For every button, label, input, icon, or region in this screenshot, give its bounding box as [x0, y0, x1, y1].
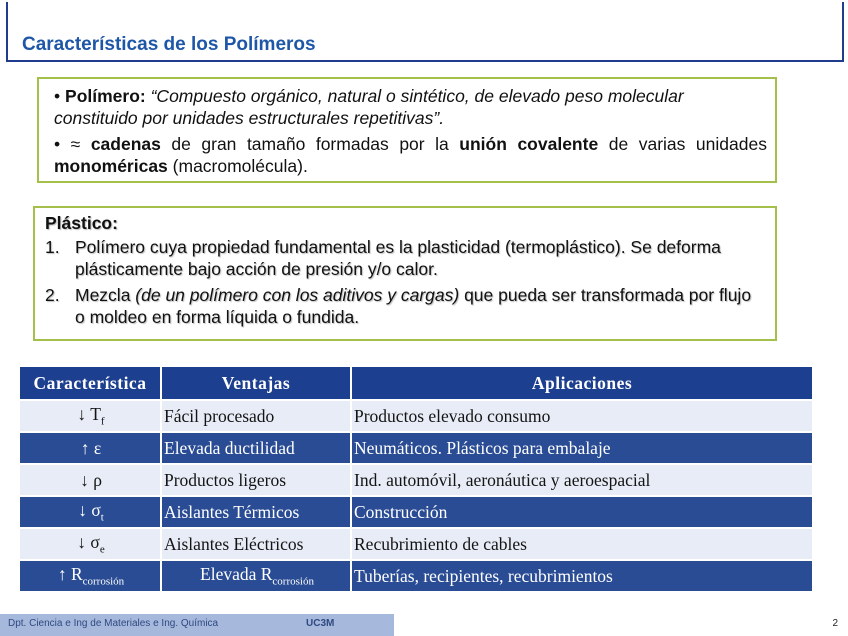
table-row: [20, 561, 812, 591]
ventaja-cell: Elevada $R_{corrosión}$: [162, 561, 350, 591]
plastic-heading: Plástico:: [45, 213, 118, 233]
term-polimero: Polímero:: [65, 86, 146, 106]
bullet: •: [54, 134, 61, 154]
item-text-b: que pueda ser transformada por flujo o moldeo en forma líquida o fundida.: [75, 285, 752, 327]
characteristic-cell: ↓ $\sigma_t$: [20, 497, 160, 527]
item-number: 1.: [45, 237, 60, 257]
footer-bar: [0, 614, 394, 636]
table-row: [20, 401, 812, 431]
bold-union-covalente: unión covalente: [459, 134, 599, 154]
item-text-italic: (de un polímero con los aditivos y cargas): [135, 285, 460, 305]
aplicacion-cell: Productos elevado consumo: [352, 401, 812, 431]
aplicacion-cell: Neumáticos. Plásticos para embalaje: [352, 433, 812, 463]
chain-item: [54, 133, 767, 177]
characteristic-cell: ↑ ε: [20, 433, 160, 463]
definition-text: “Compuesto orgánico, natural o sintético, de elevado peso molecular constituido por unidades estructurales repetitivas”.: [54, 86, 684, 128]
table-row: [20, 497, 812, 527]
chain-text-1: de gran tamaño formadas por la: [160, 134, 460, 154]
approx-symbol: ≈: [70, 134, 81, 154]
plastic-item-1: [45, 236, 765, 280]
aplicacion-cell: Construcción: [352, 497, 812, 527]
ventaja-cell: Aislantes Eléctricos: [162, 529, 350, 559]
plastic-box: [33, 206, 777, 341]
header-aplicaciones: Aplicaciones: [352, 367, 812, 399]
item-text-a: Mezcla: [75, 285, 136, 305]
slide-title: Características de los Polímeros: [22, 34, 316, 55]
bold-cadenas: cadenas: [90, 134, 161, 154]
plastic-list: [45, 236, 765, 328]
table-row: [20, 433, 812, 463]
aplicacion-cell: Recubrimiento de cables: [352, 529, 812, 559]
bullet: •: [54, 86, 61, 106]
definition-box: [37, 77, 777, 183]
aplicacion-cell: Tuberías, recipientes, recubrimientos: [352, 561, 812, 591]
characteristic-cell: ↓ $\sigma_e$: [20, 529, 160, 559]
page-number: 2: [832, 618, 838, 629]
ventaja-cell: Aislantes Térmicos: [162, 497, 350, 527]
chain-text-2: de varias unidades: [598, 134, 767, 154]
item-number: 2.: [45, 285, 60, 305]
plastic-item-2: [45, 284, 765, 328]
chain-text-3: (macromolécula).: [167, 156, 308, 176]
ventaja-cell: Fácil procesado: [162, 401, 350, 431]
characteristic-cell: ↑ $R_{corrosión}$: [20, 561, 160, 591]
properties-table: [18, 365, 814, 593]
definition-item: [54, 85, 767, 129]
aplicacion-cell: Ind. automóvil, aeronáutica y aeroespacial: [352, 465, 812, 495]
item-text: Polímero cuya propiedad fundamental es la plasticidad (termoplástico). Se deforma plásticamente bajo acción de presión y/o calor.: [75, 237, 721, 279]
footer-university: UC3M: [306, 618, 335, 629]
header-ventajas: Ventajas: [162, 367, 350, 399]
table-header-row: [20, 367, 812, 399]
characteristic-cell: ↓ $T_f$: [20, 401, 160, 431]
table-row: [20, 465, 812, 495]
header-caracteristica: Característica: [20, 367, 160, 399]
characteristic-cell: ↓ ρ: [20, 465, 160, 495]
ventaja-cell: Elevada ductilidad: [162, 433, 350, 463]
bold-monomericas: monoméricas: [54, 156, 168, 176]
table-row: [20, 529, 812, 559]
footer-department: Dpt. Ciencia e Ing de Materiales e Ing. Química: [8, 618, 219, 629]
ventaja-cell: Productos ligeros: [162, 465, 350, 495]
